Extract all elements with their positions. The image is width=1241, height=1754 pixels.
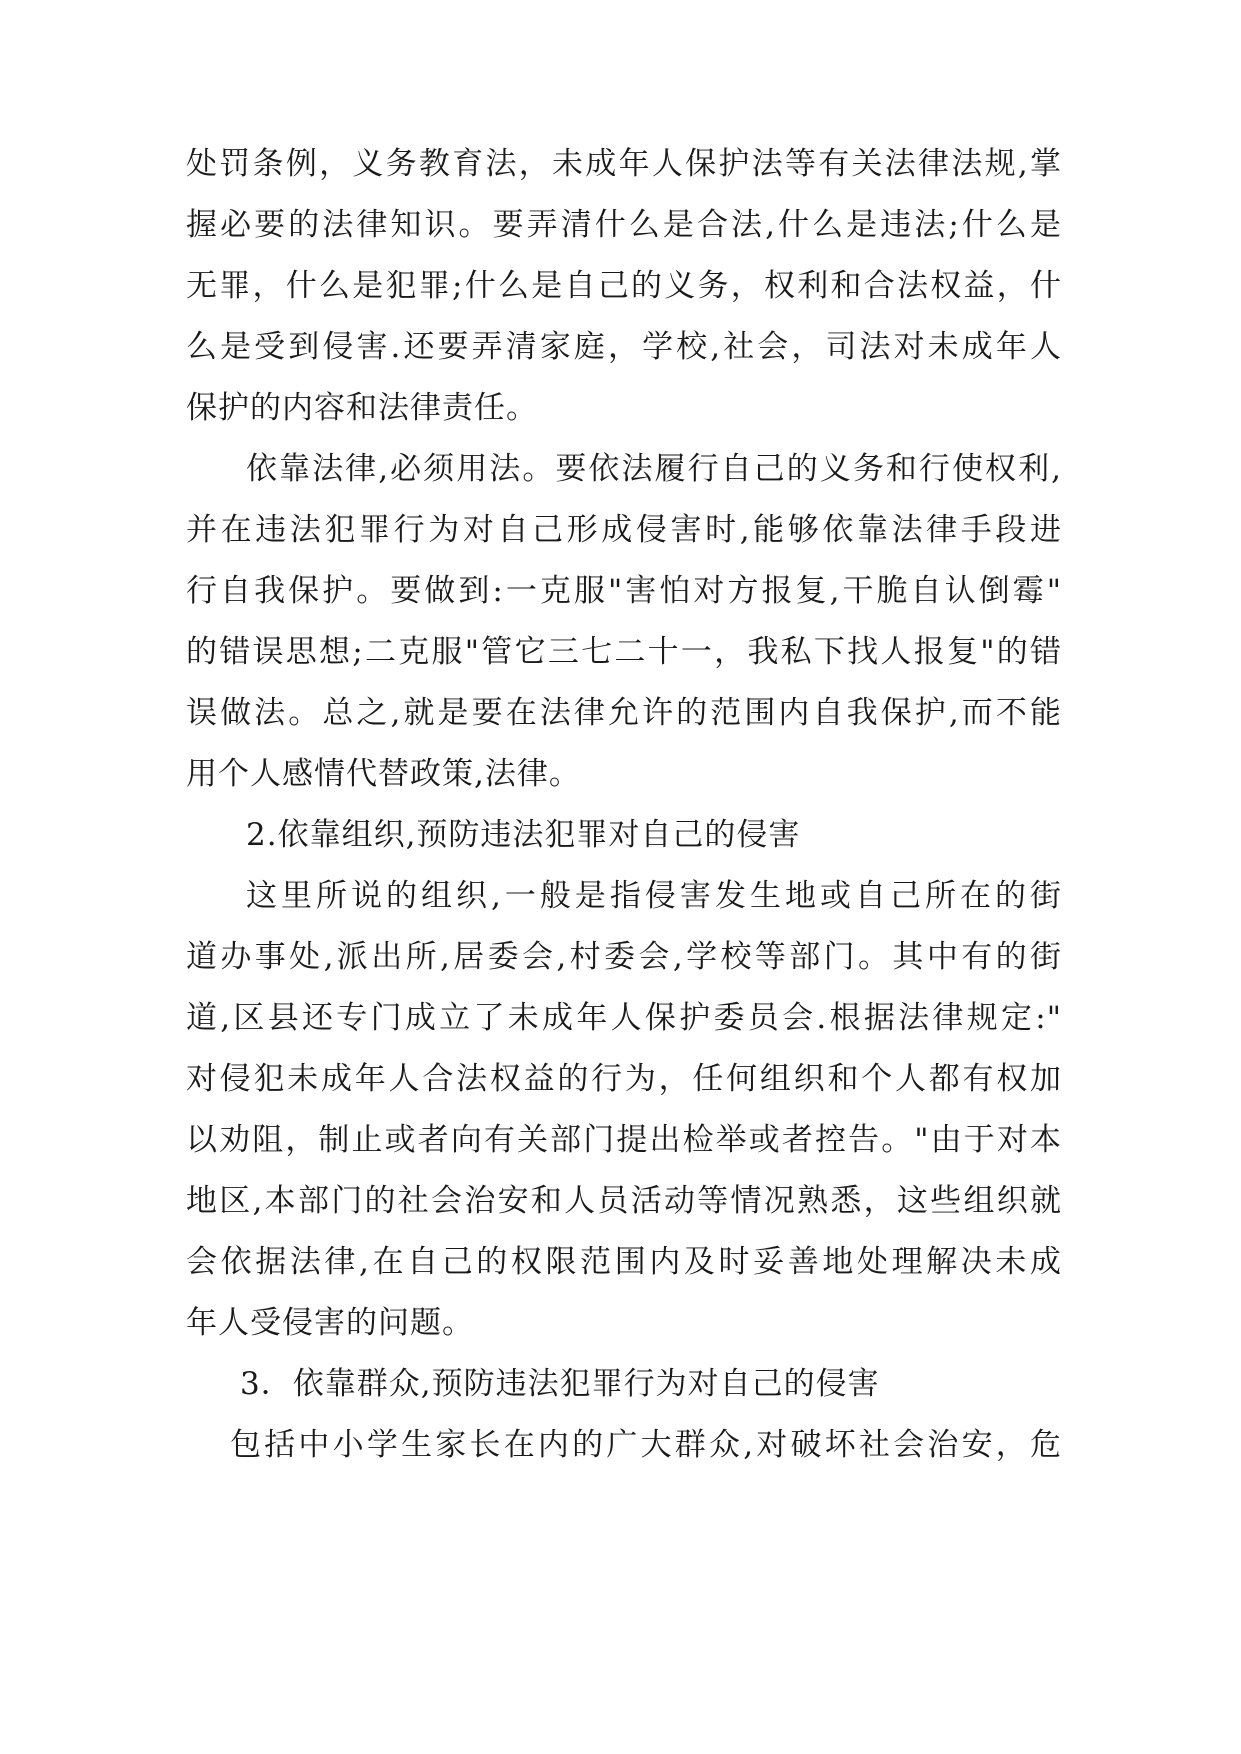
paragraph-1-line-2: 握必要的法律知识。要弄清什么是合法,什么是违法;什么是: [186, 207, 1062, 243]
paragraph-2-line-2: 并在违法犯罪行为对自己形成侵害时,能够依靠法律手段进: [186, 512, 1062, 548]
paragraph-3-line-8: 年人受侵害的问题。: [186, 1305, 474, 1341]
paragraph-3-line-5: 以劝阻，制止或者向有关部门提出检举或者控告。"由于对本: [186, 1122, 1062, 1158]
paragraph-2-line-5: 误做法。总之,就是要在法律允许的范围内自我保护,而不能: [186, 695, 1062, 731]
paragraph-3-line-3: 道,区县还专门成立了未成年人保护委员会.根据法律规定:": [186, 1000, 1062, 1036]
paragraph-2-line-6: 用个人感情代替政策,法律。: [186, 756, 581, 792]
paragraph-2-line-1: 依靠法律,必须用法。要依法履行自己的义务和行使权利,: [246, 451, 1062, 487]
paragraph-1-line-1: 处罚条例，义务教育法，未成年人保护法等有关法律法规,掌: [186, 146, 1062, 182]
paragraph-4-line-1: 包括中小学生家长在内的广大群众,对破坏社会治安，危: [230, 1427, 1062, 1463]
paragraph-2-line-4: 的错误思想;二克服"管它三七二十一，我私下找人报复"的错: [186, 634, 1062, 670]
paragraph-3-line-4: 对侵犯未成年人合法权益的行为，任何组织和个人都有权加: [186, 1061, 1062, 1097]
paragraph-3-line-6: 地区,本部门的社会治安和人员活动等情况熟悉，这些组织就: [186, 1183, 1062, 1219]
paragraph-1-line-3: 无罪，什么是犯罪;什么是自己的义务，权利和合法权益，什: [186, 268, 1062, 304]
paragraph-2-line-3: 行自我保护。要做到:一克服"害怕对方报复,干脆自认倒霉": [186, 573, 1062, 609]
paragraph-1-line-5: 保护的内容和法律责任。: [186, 390, 538, 426]
section-heading-3: 3．依靠群众,预防违法犯罪行为对自己的侵害: [240, 1366, 880, 1402]
paragraph-3-line-1: 这里所说的组织,一般是指侵害发生地或自己所在的街: [246, 878, 1062, 914]
section-heading-2: 2.依靠组织,预防违法犯罪对自己的侵害: [246, 817, 801, 853]
paragraph-3-line-7: 会依据法律,在自己的权限范围内及时妥善地处理解决未成: [186, 1244, 1062, 1280]
paragraph-3-line-2: 道办事处,派出所,居委会,村委会,学校等部门。其中有的街: [186, 939, 1062, 975]
paragraph-1-line-4: 么是受到侵害.还要弄清家庭，学校,社会，司法对未成年人: [186, 329, 1062, 365]
